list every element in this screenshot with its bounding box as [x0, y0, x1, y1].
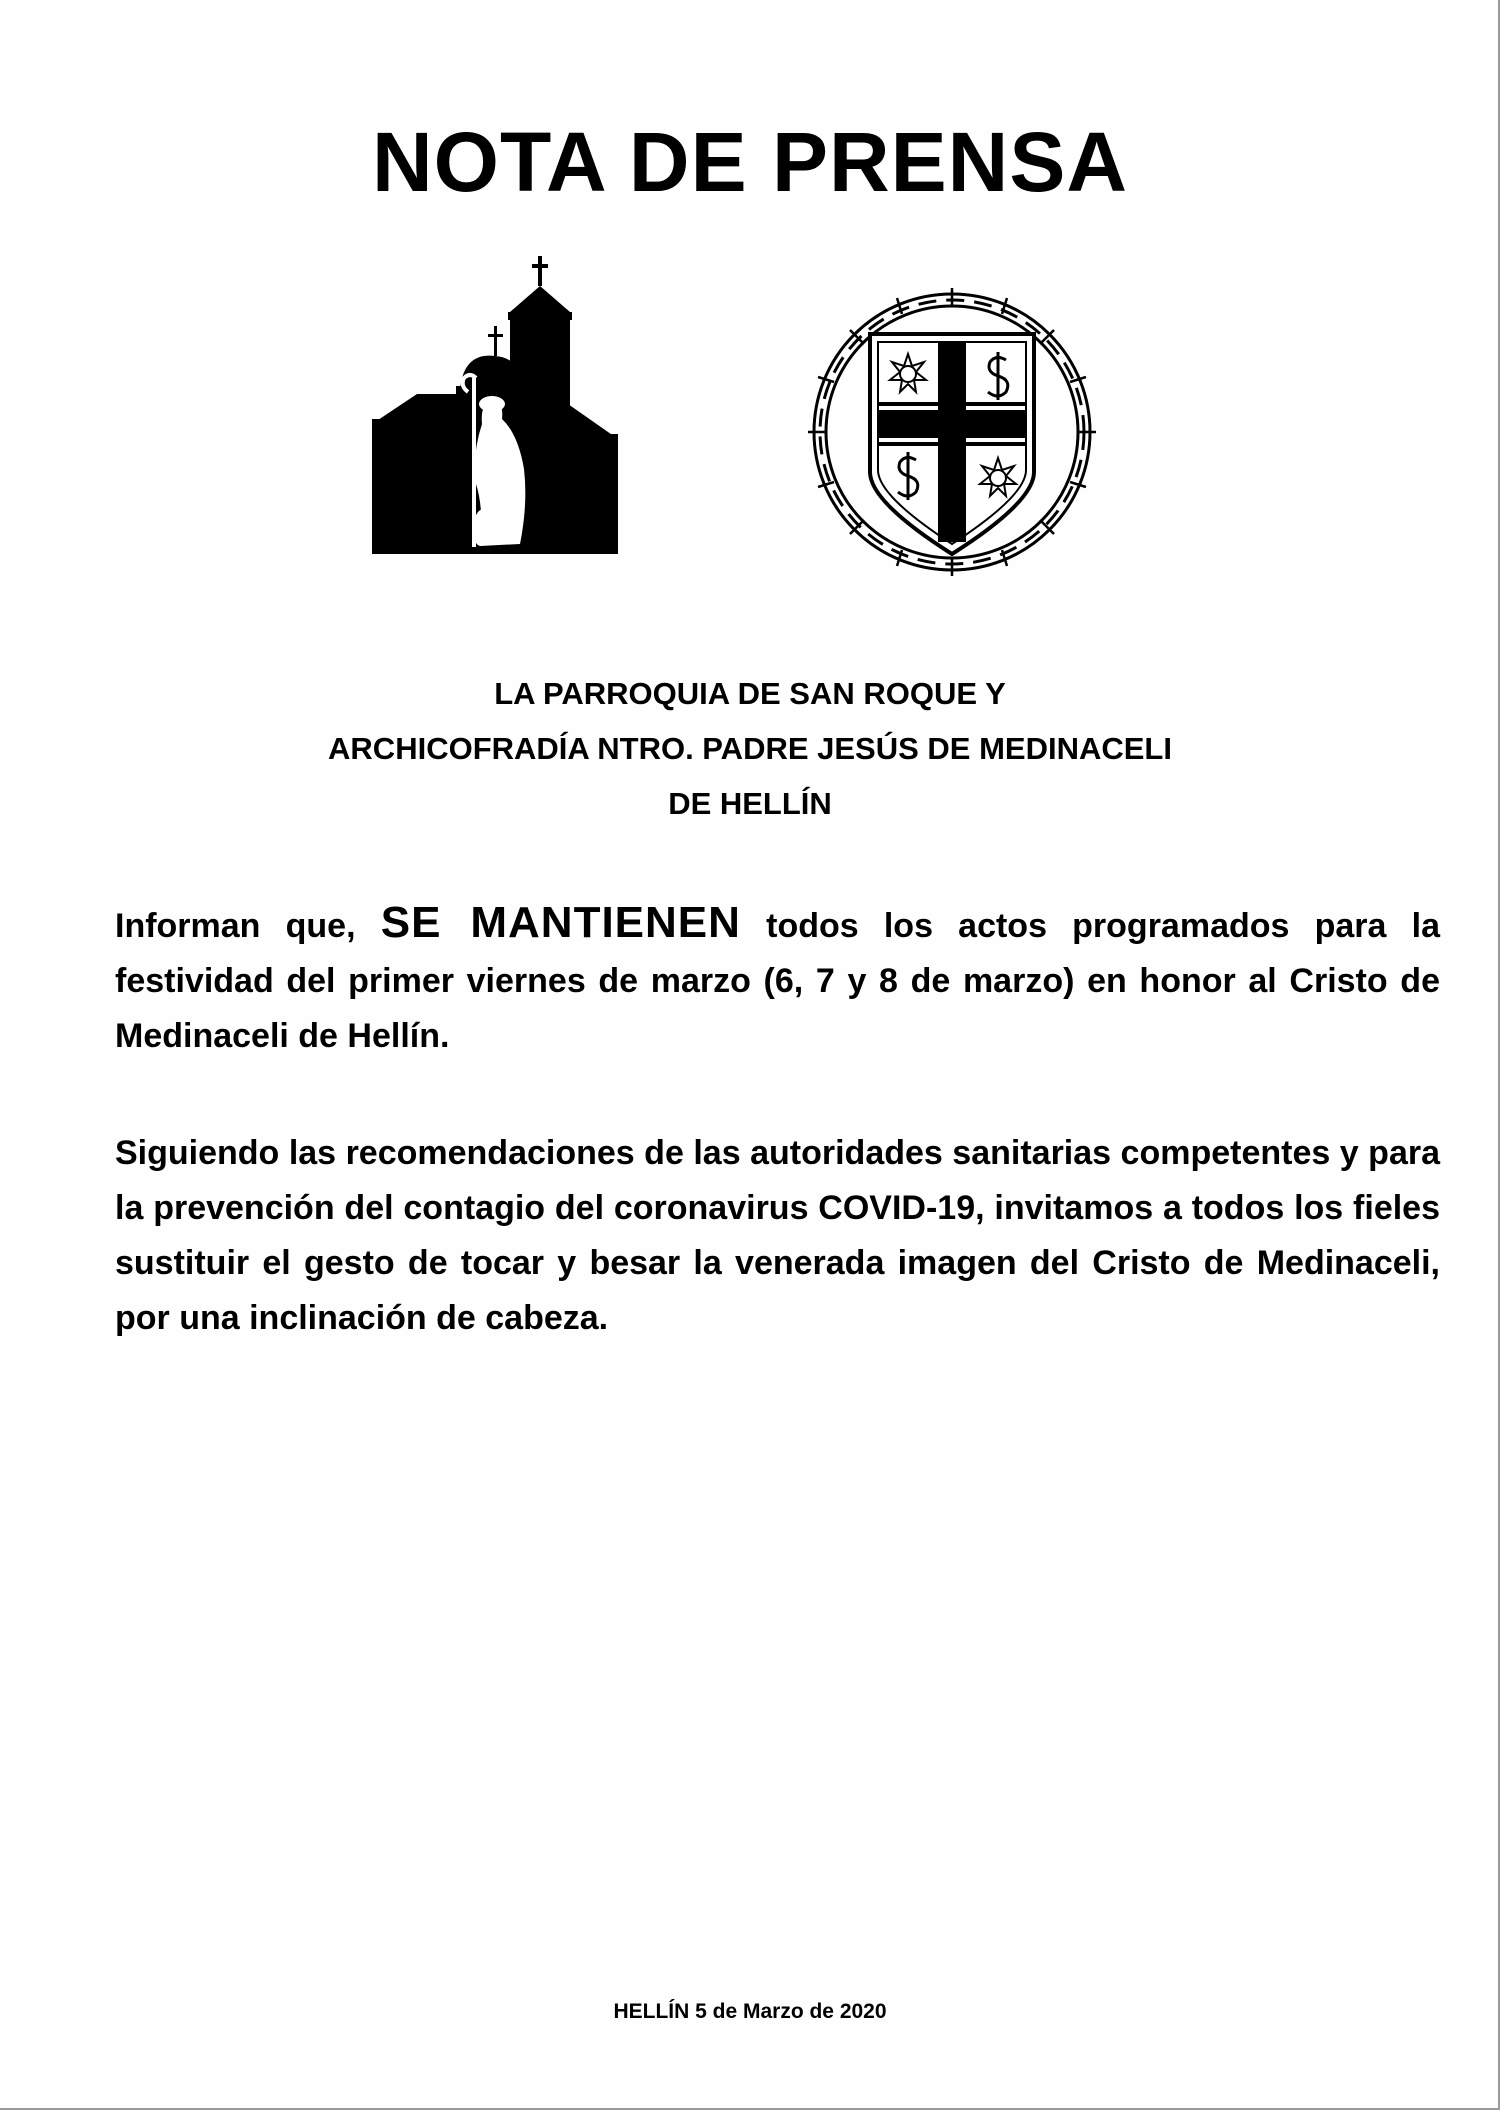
paragraph-intro: Informan que,: [115, 907, 381, 945]
announcement-paragraph: [115, 895, 1440, 1064]
recommendation-paragraph: Siguiendo las recomendaciones de las autoridades sanitarias competentes y para la prevención del contagio del coronavirus COVID-19, invitamos a todos los fieles sustituir el gesto de tocar y besar la venerada imagen del Cristo de Medinaceli, por una inclinación de cabeza.: [115, 1134, 1440, 1337]
heading-line: ARCHICOFRADÍA NTRO. PADRE JESÚS DE MEDINACELI: [328, 731, 1172, 766]
heading-line: DE HELLÍN: [668, 786, 832, 821]
church-san-roque-silhouette-icon: [372, 254, 618, 554]
paragraph-rest: todos los actos programados para la festividad del primer viernes de marzo (6, 7 y 8 de marzo) en honor al Cristo de Medinaceli de Hellín.: [115, 907, 1440, 1055]
medinaceli-crest-icon: [802, 282, 1102, 582]
emphasis-text: SE MANTIENEN: [380, 898, 741, 947]
page-title: NOTA DE PRENSA: [371, 115, 1129, 209]
heading-line: LA PARROQUIA DE SAN ROQUE Y: [494, 676, 1006, 711]
date-footer: HELLÍN 5 de Marzo de 2020: [613, 2000, 887, 2023]
organizations-heading: [0, 666, 1500, 831]
